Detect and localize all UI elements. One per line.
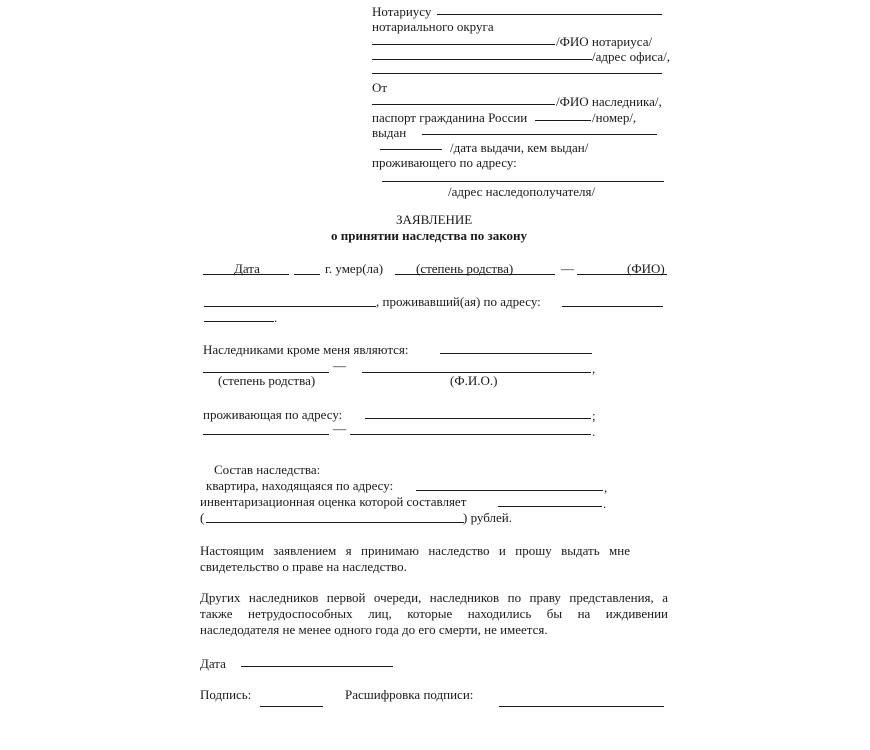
relation-hint: (степень родства) [218,373,316,388]
passport-label: паспорт гражданина России [372,110,528,125]
period: . [592,424,596,439]
deceased-name-field-2[interactable] [204,306,376,307]
notary-label: Нотариусу [372,4,432,19]
open-paren: ( [200,510,205,525]
notary-fio-field[interactable] [372,44,555,45]
semicolon: ; [592,408,596,423]
notary-name-field[interactable] [437,14,662,15]
valuation-words-field[interactable] [206,522,464,523]
other-heir-residing-label: проживающая по адресу: [203,407,343,422]
no-others-text-2: также нетрудоспособных лиц, которые находились бы на иждивении [200,606,668,621]
relation-hint: (степень родства) [416,261,514,276]
no-others-line-1 [200,590,668,605]
passport-number-hint: /номер/, [592,110,637,125]
dash: — [561,261,574,276]
district-label: нотариального округа [372,19,494,34]
rubles-label: ) рублей. [463,510,512,525]
year-suffix: г. умер(ла) [325,261,384,276]
notary-name-hint: /ФИО нотариуса/ [556,34,653,49]
name-hint: (ФИО) [627,261,665,276]
heir-name-hint: /ФИО наследника/, [556,94,662,109]
no-others-text-1: Других наследников первой очереди, наследников по праву представления, а [200,590,668,605]
decryption-field[interactable] [499,706,664,707]
death-year-field[interactable] [294,274,320,275]
issued-by-field[interactable] [422,134,657,135]
other-heir-address-field[interactable] [365,418,591,419]
issue-hint: /дата выдачи, кем выдан/ [450,140,589,155]
passport-number-field[interactable] [535,120,591,121]
heir-address-field[interactable] [382,181,664,182]
accept-statement: Настоящим заявлением я принимаю наследство и прошу выдать мне свидетельство о праве на наследство. [200,543,630,574]
from-label: От [372,80,388,95]
other-heir-name-field-2[interactable] [350,434,591,435]
office-address-field[interactable] [372,59,592,60]
issued-label: выдан [372,125,407,140]
estate-label: Состав наследства: [214,462,321,477]
other-heirs-label: Наследниками кроме меня являются: [203,342,409,357]
name-hint: (Ф.И.О.) [450,373,498,388]
apartment-label: квартира, находящаяся по адресу: [206,478,394,493]
other-heir-field[interactable] [440,353,592,354]
date-field[interactable] [241,666,393,667]
comma: , [592,361,596,376]
title-subtitle: о принятии наследства по закону [331,228,528,243]
dash-2: — [333,421,346,436]
signature-label: Подпись: [200,687,252,702]
date-hint: Дата [234,261,260,276]
valuation-label: инвентаризационная оценка которой составляет [200,494,467,509]
dash: — [333,358,346,373]
title-main: ЗАЯВЛЕНИЕ [396,212,473,227]
residing-label: проживающего по адресу: [372,155,517,170]
deceased-address-field[interactable] [562,306,663,307]
date-label: Дата [200,656,226,671]
office-address-hint: /адрес офиса/, [592,49,671,64]
other-heir-relation-field-2[interactable] [203,434,329,435]
issue-date-field[interactable] [380,149,442,150]
office-address-field-2[interactable] [372,73,662,74]
comma: , [604,480,608,495]
no-others-line-2 [200,606,668,621]
signature-field[interactable] [260,706,323,707]
heir-name-field[interactable] [372,104,555,105]
address-end: . [274,310,278,325]
period: . [603,496,607,511]
valuation-field[interactable] [498,506,602,507]
heir-address-hint: /адрес наследополучателя/ [448,184,596,199]
deceased-address-field-2[interactable] [204,321,274,322]
no-others-line-3: наследодателя не менее одного года до его смерти, не имеется. [200,622,548,637]
apartment-address-field[interactable] [416,490,603,491]
residing-text: , проживавший(ая) по адресу: [376,294,541,309]
decryption-label: Расшифровка подписи: [345,687,474,702]
